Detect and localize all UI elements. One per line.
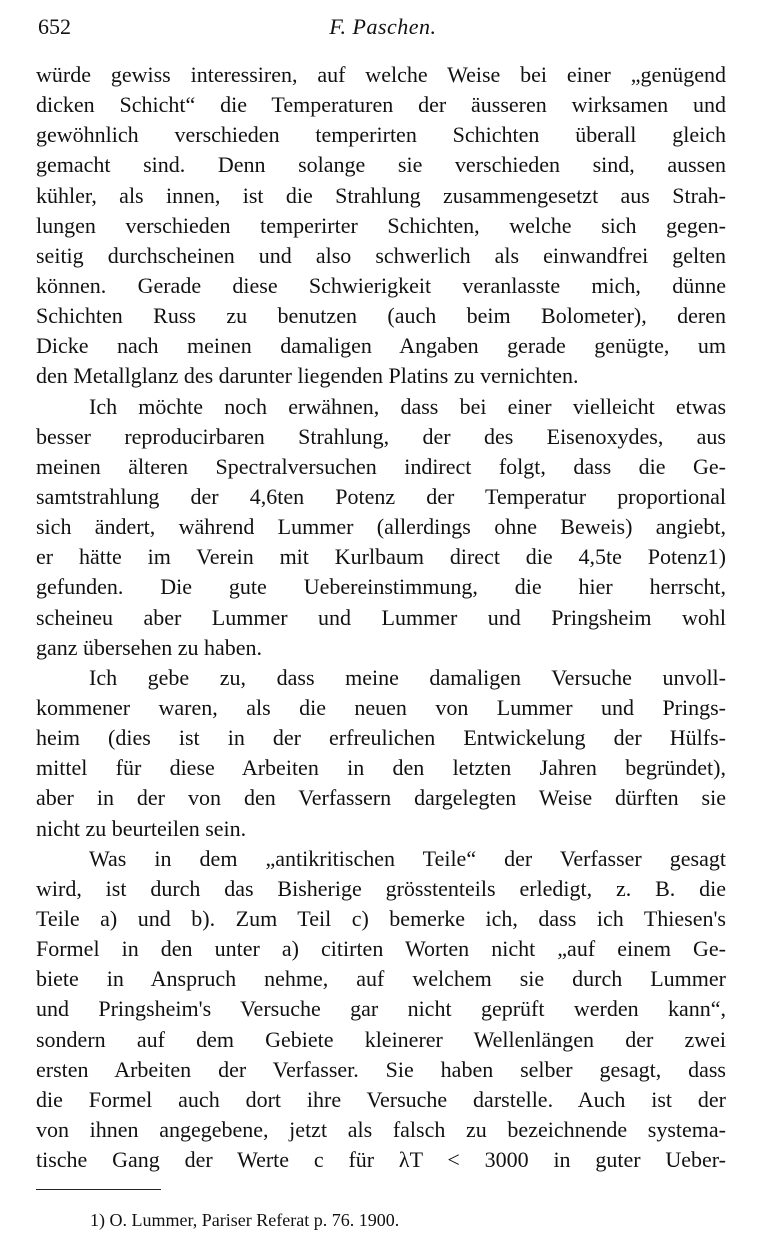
text-line: gewöhnlich verschieden temperirten Schichten überall gleich [36,122,726,148]
text-line: den Metallglanz des darunter liegenden Platins zu vernichten. [36,363,579,389]
text-line: er hätte im Verein mit Kurlbaum direct die 4,5te Potenz1) [36,544,726,570]
text-line: meinen älteren Spectralversuchen indirect folgt, dass die Ge- [36,453,726,479]
text-line: scheineu aber Lummer und Lummer und Pringsheim wohl [36,604,726,630]
page-number: 652 [38,14,71,39]
running-head: F. Paschen. [329,14,437,39]
text-line: die Formel auch dort ihre Versuche darstelle. Auch ist der [36,1086,726,1112]
text-line: gemacht sind. Denn solange sie verschieden sind, aussen [36,152,726,178]
text-line: nicht zu beurteilen sein. [36,815,247,841]
text-line: Ich gebe zu, dass meine damaligen Versuche unvoll- [89,664,726,690]
text-line: kühler, als innen, ist die Strahlung zusammengesetzt aus Strah- [36,182,726,208]
text-line: mittel für diese Arbeiten in den letzten Jahren begründet), [36,755,726,781]
body-text [36,60,726,1175]
footnote-divider [36,1189,161,1190]
text-line: können. Gerade diese Schwierigkeit veranlasste mich, dünne [36,272,726,298]
text-line: lungen verschieden temperirter Schichten, welche sich gegen- [36,212,726,238]
text-line: Schichten Russ zu benutzen (auch beim Bolometer), deren [36,303,726,329]
text-line: heim (dies ist in der erfreulichen Entwickelung der Hülfs- [36,725,726,751]
text-line: ganz übersehen zu haben. [36,634,263,660]
page-header [38,14,728,48]
text-line: würde gewiss interessiren, auf welche Weise bei einer „genügend [36,62,726,87]
text-line: von ihnen angegebene, jetzt als falsch zu bezeichnende systema- [36,1116,726,1142]
text-line: Ich möchte noch erwähnen, dass bei einer vielleicht etwas [89,393,726,419]
text-line: Teile a) und b). Zum Teil c) bemerke ich, dass ich Thiesen's [36,905,726,931]
text-line: seitig durchscheinen und also schwerlich als einwandfrei gelten [36,242,726,268]
text-line: dicken Schicht“ die Temperaturen der äusseren wirksamen und [36,92,726,118]
text-line: Dicke nach meinen damaligen Angaben gerade genügte, um [36,333,726,359]
text-line: gefunden. Die gute Uebereinstimmung, die hier herrscht, [36,574,726,600]
text-line: ersten Arbeiten der Verfasser. Sie haben selber gesagt, dass [36,1056,726,1082]
text-line: kommener waren, als die neuen von Lummer und Prings- [36,694,726,720]
text-line: sich ändert, während Lummer (allerdings ohne Beweis) angiebt, [36,514,726,540]
text-line: Formel in den unter a) citirten Worten nicht „auf einem Ge- [36,936,726,962]
text-line: wird, ist durch das Bisherige grösstenteils erledigt, z. B. die [36,875,726,901]
text-line: besser reproducirbaren Strahlung, der des Eisenoxydes, aus [36,423,726,449]
text-line: aber in der von den Verfassern dargelegten Weise dürften sie [36,785,726,811]
footnote: 1) O. Lummer, Pariser Referat p. 76. 1900. [90,1210,400,1230]
text-line: und Pringsheim's Versuche gar nicht geprüft werden kann“, [36,996,726,1022]
text-line: Was in dem „antikritischen Teile“ der Verfasser gesagt [89,845,726,871]
text-line: sondern auf dem Gebiete kleinerer Wellenlängen der zwei [36,1026,726,1052]
text-line: biete in Anspruch nehme, auf welchem sie durch Lummer [36,966,726,992]
text-line: tische Gang der Werte c für λT < 3000 in guter Ueber- [36,1147,726,1173]
text-line: samtstrahlung der 4,6ten Potenz der Temperatur proportional [36,483,726,509]
